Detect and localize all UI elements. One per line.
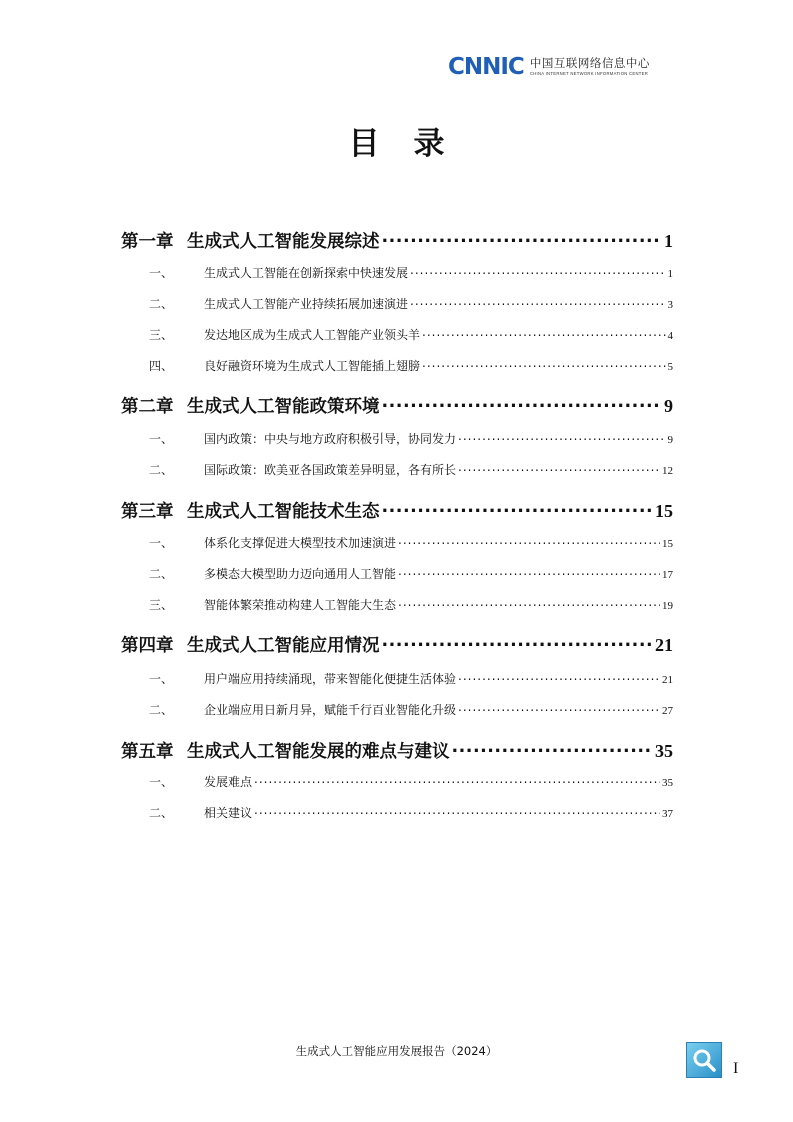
toc-entry-number: 一、 (149, 775, 174, 789)
toc-entry-label: 生成式人工智能产业持续拓展加速演进 (204, 297, 409, 311)
toc-section-row[interactable] (149, 670, 673, 687)
toc-page-number: 35 (655, 741, 673, 761)
toc-section-row[interactable] (149, 804, 673, 821)
toc-page-number: 21 (655, 635, 673, 655)
toc-page-number: 15 (662, 538, 673, 550)
toc-dot-leader (458, 671, 660, 683)
toc-entry-number: 一、 (149, 672, 174, 686)
toc-entry-label: 智能体繁荣推动构建人工智能大生态 (204, 598, 397, 612)
toc-dot-leader (422, 327, 665, 339)
toc-page-number: 1 (664, 231, 673, 251)
toc-entry-label: 生成式人工智能在创新探索中快速发展 (204, 266, 409, 280)
toc-page-number: 9 (664, 396, 673, 416)
toc-section-row[interactable] (149, 430, 673, 447)
footer-report-title: 生成式人工智能应用发展报告（2024） (295, 1044, 498, 1058)
toc-section-row[interactable] (149, 773, 673, 790)
toc-entry-number: 二、 (149, 806, 174, 820)
toc-dot-leader (382, 500, 654, 518)
toc-page-number: 35 (662, 777, 673, 789)
toc-entry-label: 生成式人工智能技术生态 (187, 502, 380, 522)
toc-section-row[interactable] (149, 326, 673, 343)
toc-entry-number: 一、 (149, 266, 174, 280)
toc-entry-number: 第三章 (121, 502, 174, 522)
toc-dot-leader (458, 702, 660, 714)
page-number: I (733, 1060, 739, 1077)
toc-entry-number: 二、 (149, 297, 174, 311)
toc-entry-label: 国内政策：中央与地方政府积极引导，协同发力 (204, 432, 457, 446)
toc-chapter-row[interactable] (121, 498, 673, 523)
toc-entry-label: 企业端应用日新月异，赋能千行百业智能化升级 (204, 703, 457, 717)
logo-chinese-name: 中国互联网络信息中心 (529, 55, 650, 70)
toc-section-row[interactable] (149, 701, 673, 718)
toc-entry-number: 第四章 (121, 636, 174, 656)
logo-english-name: CHINA INTERNET NETWORK INFORMATION CENTER (529, 71, 649, 77)
toc-entry-number: 二、 (149, 703, 174, 717)
toc-dot-leader (382, 395, 663, 413)
toc-entry-label: 生成式人工智能发展的难点与建议 (187, 742, 450, 762)
toc-section-row[interactable] (149, 295, 673, 312)
toc-page-number: 19 (662, 600, 673, 612)
toc-entry-number: 第一章 (121, 232, 174, 252)
toc-entry-label: 国际政策：欧美亚各国政策差异明显，各有所长 (204, 463, 457, 477)
report-search-icon (686, 1042, 722, 1078)
toc-page-number: 4 (667, 330, 673, 342)
toc-entry-number: 第二章 (121, 397, 174, 417)
toc-section-row[interactable] (149, 357, 673, 374)
toc-dot-leader (398, 535, 660, 547)
toc-chapter-row[interactable] (121, 228, 673, 253)
toc-entry-label: 生成式人工智能政策环境 (187, 397, 380, 417)
toc-entry-label: 相关建议 (204, 806, 253, 820)
toc-page-number: 27 (662, 705, 673, 717)
toc-page-number: 12 (662, 465, 673, 477)
toc-entry-number: 二、 (149, 567, 174, 581)
toc-entry-label: 良好融资环境为生成式人工智能插上翅膀 (204, 359, 421, 373)
toc-entry-number: 第五章 (121, 742, 174, 762)
toc-section-row[interactable] (149, 534, 673, 551)
toc-chapter-row[interactable] (121, 632, 673, 657)
logo-mark: CNNIC (448, 53, 524, 80)
toc-entry-number: 三、 (149, 598, 174, 612)
logo-text (529, 55, 650, 77)
toc-dot-leader (382, 634, 654, 652)
toc-page-number: 21 (662, 674, 673, 686)
toc-dot-leader (458, 431, 665, 443)
toc-page-number: 9 (667, 434, 673, 446)
toc-section-row[interactable] (149, 461, 673, 478)
toc-page-number: 17 (662, 569, 673, 581)
toc-entry-label: 多模态大模型助力迈向通用人工智能 (204, 567, 397, 581)
toc-page-number: 3 (667, 299, 673, 311)
cnnic-logo (448, 52, 650, 82)
toc-dot-leader (452, 740, 654, 758)
toc-dot-leader (398, 566, 660, 578)
toc-section-row[interactable] (149, 596, 673, 613)
toc-entry-label: 用户端应用持续涌现，带来智能化便捷生活体验 (204, 672, 457, 686)
toc-entry-number: 四、 (149, 359, 174, 373)
toc-entry-number: 一、 (149, 432, 174, 446)
toc-dot-leader (410, 265, 665, 277)
toc-dot-leader (410, 296, 665, 308)
toc-entry-number: 二、 (149, 463, 174, 477)
toc-chapter-row[interactable] (121, 393, 673, 418)
toc-dot-leader (254, 805, 660, 817)
toc-entry-label: 体系化支撑促进大模型技术加速演进 (204, 536, 397, 550)
toc-page-number: 15 (655, 501, 673, 521)
toc-entry-number: 一、 (149, 536, 174, 550)
toc-chapter-row[interactable] (121, 738, 673, 763)
toc-dot-leader (422, 358, 665, 370)
toc-section-row[interactable] (149, 264, 673, 281)
toc-entry-number: 三、 (149, 328, 174, 342)
toc-page-number: 37 (662, 808, 673, 820)
toc-entry-label: 发展难点 (204, 775, 253, 789)
toc-page-number: 1 (667, 268, 673, 280)
toc-entry-label: 生成式人工智能发展综述 (187, 232, 380, 252)
toc-entry-label: 发达地区成为生成式人工智能产业领头羊 (204, 328, 421, 342)
toc-dot-leader (382, 230, 663, 248)
toc-dot-leader (254, 774, 660, 786)
toc-page-number: 5 (667, 361, 673, 373)
toc-section-row[interactable] (149, 565, 673, 582)
page-title: 目录 (348, 126, 479, 162)
toc-entry-label: 生成式人工智能应用情况 (187, 636, 380, 656)
toc-dot-leader (458, 462, 660, 474)
toc-dot-leader (398, 597, 660, 609)
